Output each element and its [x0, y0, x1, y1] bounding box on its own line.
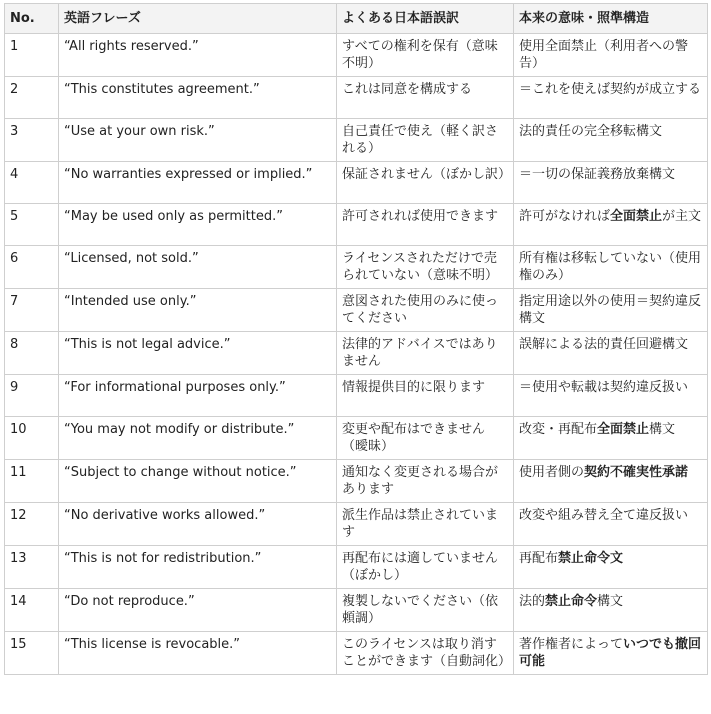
cell-true-meaning: [514, 119, 708, 162]
cell-english-phrase: “This is not legal advice.”: [59, 332, 337, 375]
meaning-text: 使用者側の: [519, 465, 585, 480]
meaning-text: 構文: [649, 422, 676, 437]
meaning-text: 使用全面禁止（利用者への警告）: [519, 39, 689, 71]
header-common-mistranslation: よくある日本語誤訳: [337, 4, 514, 34]
cell-true-meaning: [514, 632, 708, 675]
meaning-emphasis: 全面禁止: [597, 422, 650, 437]
meaning-text: ＝これを使えば契約が成立する: [519, 82, 702, 97]
cell-mistranslation: このライセンスは取り消すことができます（自動詞化）: [337, 632, 514, 675]
cell-no: 14: [5, 589, 59, 632]
cell-english-phrase: “Licensed, not sold.”: [59, 246, 337, 289]
meaning-text: 法的: [519, 594, 546, 609]
cell-true-meaning: [514, 589, 708, 632]
cell-english-phrase: “You may not modify or distribute.”: [59, 417, 337, 460]
cell-mistranslation: 再配布には適していません（ぼかし）: [337, 546, 514, 589]
table-row: [5, 246, 708, 289]
cell-english-phrase: “All rights reserved.”: [59, 34, 337, 77]
cell-no: 8: [5, 332, 59, 375]
cell-mistranslation: ライセンスされただけで売られていない（意味不明）: [337, 246, 514, 289]
cell-no: 9: [5, 375, 59, 417]
meaning-text: ＝使用や転載は契約違反扱い: [519, 380, 689, 395]
cell-mistranslation: 通知なく変更される場合があります: [337, 460, 514, 503]
cell-no: 13: [5, 546, 59, 589]
cell-mistranslation: 自己責任で使え（軽く訳される）: [337, 119, 514, 162]
table-row: [5, 503, 708, 546]
cell-english-phrase: “Intended use only.”: [59, 289, 337, 332]
cell-mistranslation: 許可されれば使用できます: [337, 204, 514, 246]
table-row: [5, 375, 708, 417]
table-row: [5, 34, 708, 77]
header-true-meaning: 本来の意味・照準構造: [514, 4, 708, 34]
cell-true-meaning: [514, 460, 708, 503]
cell-mistranslation: 法律的アドバイスではありません: [337, 332, 514, 375]
meaning-text: 所有権は移転していない（使用権のみ）: [519, 251, 702, 283]
cell-true-meaning: [514, 546, 708, 589]
meaning-text: ＝一切の保証義務放棄構文: [519, 167, 676, 182]
meaning-emphasis: 禁止命令文: [558, 551, 624, 566]
cell-english-phrase: “May be used only as permitted.”: [59, 204, 337, 246]
meaning-text: が主文: [662, 209, 702, 224]
cell-english-phrase: “Subject to change without notice.”: [59, 460, 337, 503]
table-row: [5, 119, 708, 162]
meaning-text: 法的責任の完全移転構文: [519, 124, 663, 139]
table-row: [5, 332, 708, 375]
cell-no: 4: [5, 162, 59, 204]
table-row: [5, 460, 708, 503]
meaning-text: 誤解による法的責任回避構文: [519, 337, 689, 352]
cell-true-meaning: [514, 246, 708, 289]
meaning-text: 構文: [597, 594, 624, 609]
cell-true-meaning: [514, 77, 708, 119]
phrase-table: [4, 3, 708, 675]
cell-no: 5: [5, 204, 59, 246]
cell-english-phrase: “This is not for redistribution.”: [59, 546, 337, 589]
table-body: [5, 34, 708, 675]
cell-no: 15: [5, 632, 59, 675]
cell-true-meaning: [514, 162, 708, 204]
cell-english-phrase: “Use at your own risk.”: [59, 119, 337, 162]
table-row: [5, 632, 708, 675]
header-english-phrase: 英語フレーズ: [59, 4, 337, 34]
cell-no: 1: [5, 34, 59, 77]
meaning-emphasis: 全面禁止: [610, 209, 663, 224]
cell-true-meaning: [514, 503, 708, 546]
cell-english-phrase: “This constitutes agreement.”: [59, 77, 337, 119]
cell-mistranslation: すべての権利を保有（意味不明）: [337, 34, 514, 77]
cell-english-phrase: “No warranties expressed or implied.”: [59, 162, 337, 204]
cell-true-meaning: [514, 332, 708, 375]
cell-no: 6: [5, 246, 59, 289]
meaning-emphasis: 禁止命令: [545, 594, 598, 609]
meaning-text: 許可がなければ: [519, 209, 611, 224]
table-row: [5, 546, 708, 589]
cell-english-phrase: “Do not reproduce.”: [59, 589, 337, 632]
cell-no: 2: [5, 77, 59, 119]
table-header-row: [5, 4, 708, 34]
cell-no: 3: [5, 119, 59, 162]
table-row: [5, 289, 708, 332]
table-row: [5, 589, 708, 632]
cell-english-phrase: “For informational purposes only.”: [59, 375, 337, 417]
meaning-text: 改変や組み替え全て違反扱い: [519, 508, 689, 523]
cell-mistranslation: 派生作品は禁止されています: [337, 503, 514, 546]
cell-no: 7: [5, 289, 59, 332]
cell-mistranslation: 情報提供目的に限ります: [337, 375, 514, 417]
meaning-text: 指定用途以外の使用＝契約違反構文: [519, 294, 702, 326]
cell-no: 11: [5, 460, 59, 503]
cell-mistranslation: 保証されません（ぼかし訳）: [337, 162, 514, 204]
table-row: [5, 417, 708, 460]
header-no: No.: [5, 4, 59, 34]
cell-true-meaning: [514, 417, 708, 460]
cell-mistranslation: これは同意を構成する: [337, 77, 514, 119]
cell-mistranslation: 変更や配布はできません（曖昧）: [337, 417, 514, 460]
cell-true-meaning: [514, 289, 708, 332]
meaning-emphasis: 契約不確実性承諾: [584, 465, 689, 480]
cell-mistranslation: 意図された使用のみに使ってください: [337, 289, 514, 332]
cell-no: 12: [5, 503, 59, 546]
meaning-text: 再配布: [519, 551, 559, 566]
cell-english-phrase: “This license is revocable.”: [59, 632, 337, 675]
table-row: [5, 77, 708, 119]
meaning-text: 改変・再配布: [519, 422, 598, 437]
cell-english-phrase: “No derivative works allowed.”: [59, 503, 337, 546]
cell-no: 10: [5, 417, 59, 460]
cell-true-meaning: [514, 204, 708, 246]
cell-true-meaning: [514, 375, 708, 417]
cell-mistranslation: 複製しないでください（依頼調）: [337, 589, 514, 632]
cell-true-meaning: [514, 34, 708, 77]
table-row: [5, 204, 708, 246]
table-row: [5, 162, 708, 204]
meaning-text: 著作権者によって: [519, 637, 624, 652]
meaning-emphasis: いつでも撤回可能: [519, 637, 702, 669]
